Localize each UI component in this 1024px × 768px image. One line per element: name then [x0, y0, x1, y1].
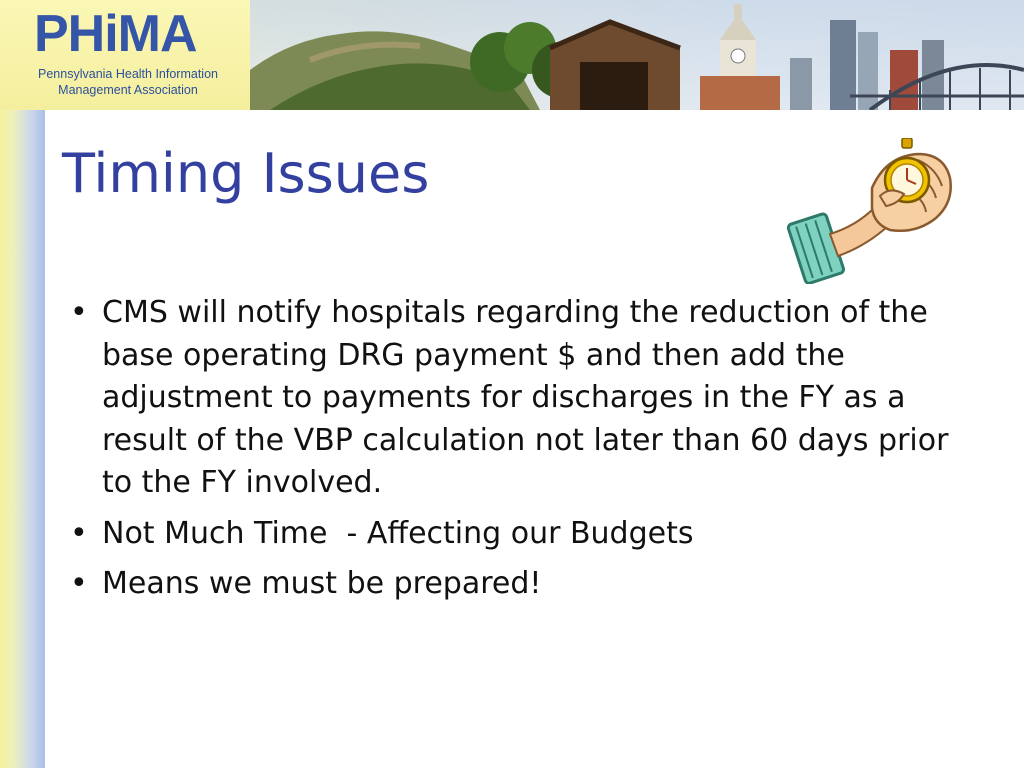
bullet-list — [66, 292, 976, 614]
bullet-dot: • — [70, 566, 88, 601]
logo-title: PHiMA — [34, 5, 197, 63]
header-banner — [0, 0, 1024, 110]
bullet-item — [66, 563, 976, 606]
side-decoration-bar — [0, 110, 45, 768]
logo-subtitle — [18, 66, 238, 98]
bullet-text: Not Much Time - Affecting our Budgets — [102, 515, 694, 551]
slide-title: Timing Issues — [62, 142, 430, 205]
bullet-item — [66, 292, 976, 505]
bullet-item — [66, 513, 976, 556]
hand-holding-stopwatch-icon — [786, 138, 956, 284]
logo — [0, 0, 250, 110]
banner-scenery — [250, 0, 1024, 110]
bullet-text: CMS will notify hospitals regarding the reduction of the base operating DRG payment $ and then add the adjustment to payments for discharges in the FY as a result of the VBP calculation not later than 60 days prior to the FY involved. — [102, 295, 949, 500]
bullet-text: Means we must be prepared! — [102, 566, 542, 601]
bullet-dot: • — [70, 515, 88, 551]
logo-subtitle-line1: Pennsylvania Health Information — [38, 67, 218, 81]
bullet-dot: • — [70, 295, 88, 330]
logo-subtitle-line2: Management Association — [58, 83, 198, 97]
